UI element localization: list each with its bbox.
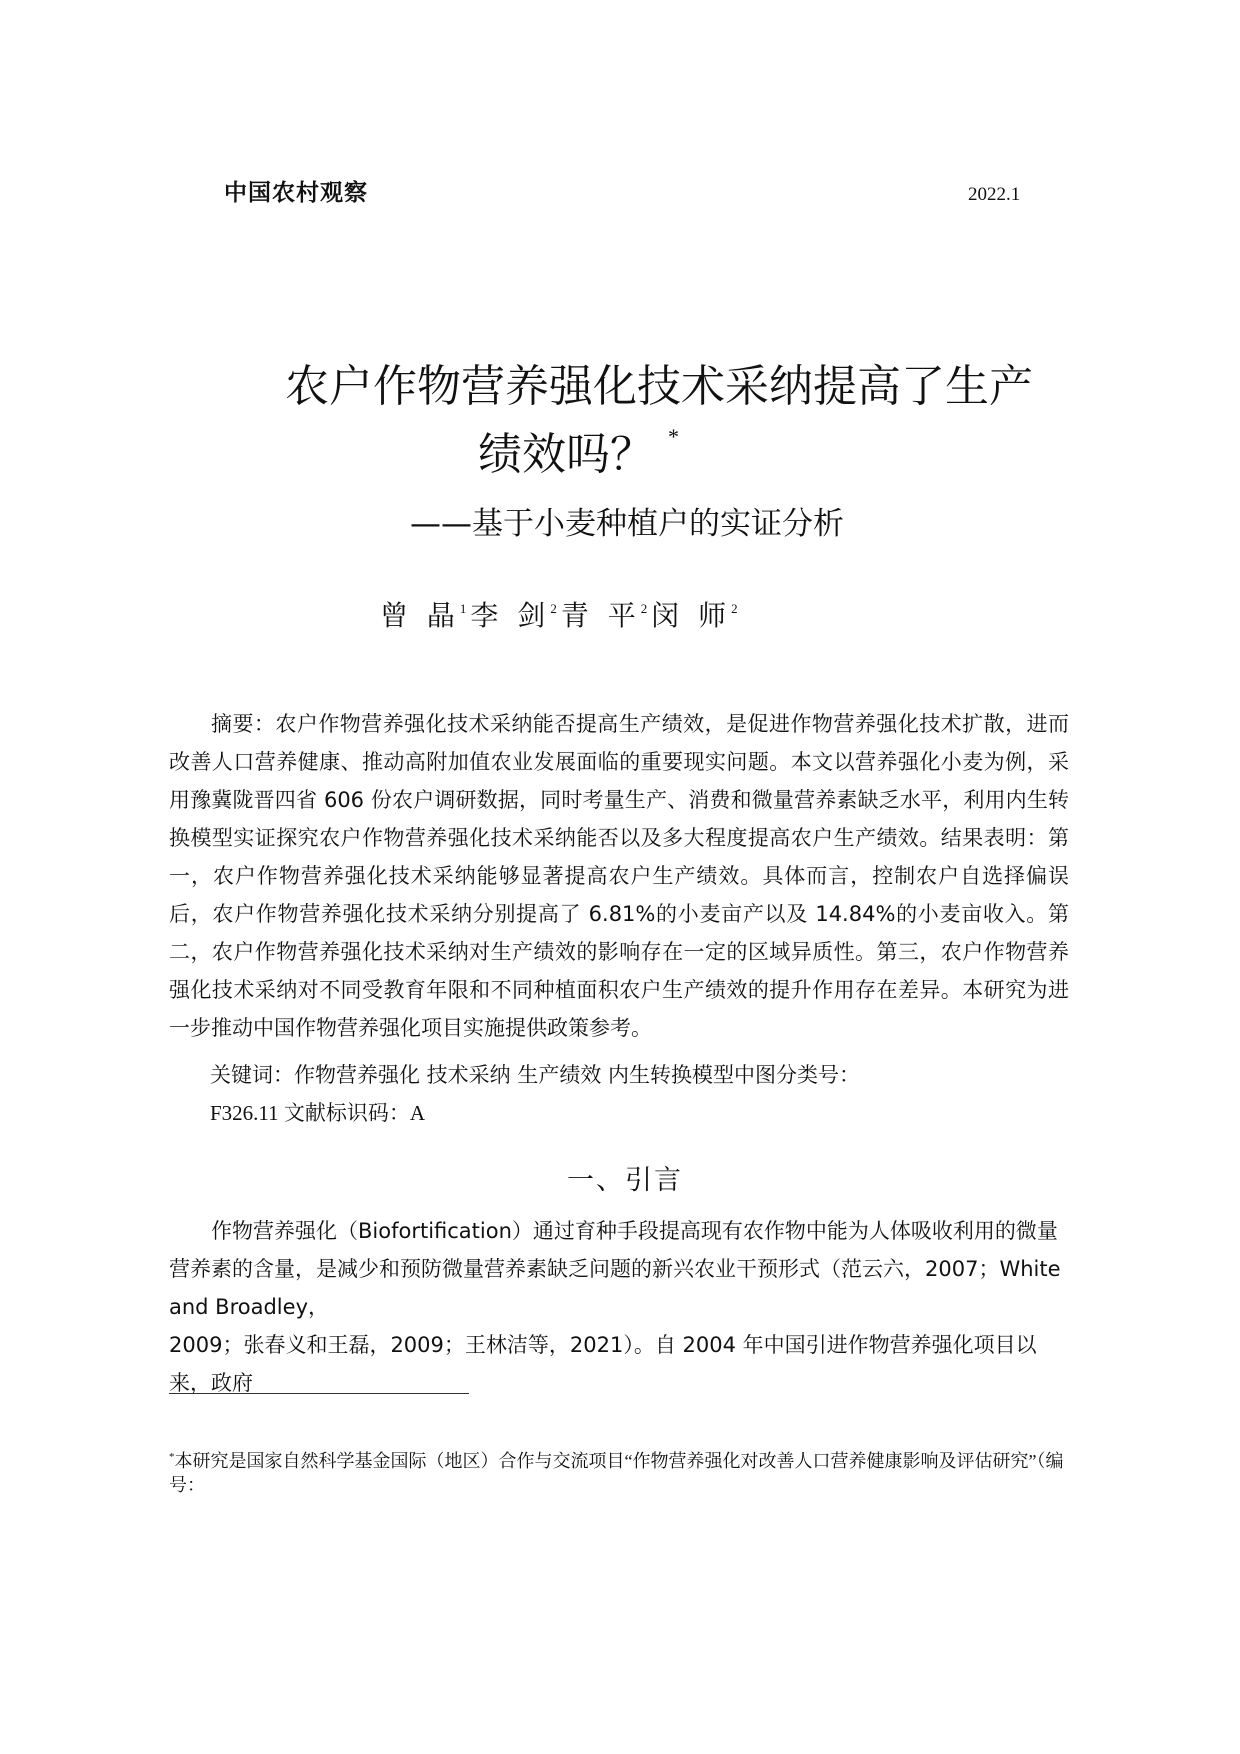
author-affiliation: 2 <box>640 601 648 616</box>
author-affiliation: 1 <box>459 601 467 616</box>
author-name: 闵 师 <box>651 599 732 632</box>
intro-paragraph: 作物营养强化（Biofortification）通过育种手段提高现有农作物中能为人体吸收利用的微量营养素的含量，是减少和预防微量营养素缺乏问题的新兴农业干预形式（范云六，2007；White and Broadley， <box>169 1219 1061 1319</box>
classification-line: F326.11 文献标识码：A <box>210 1101 426 1125</box>
intro-paragraph-continued: 2009；张春义和王磊，2009；王林洁等，2021）。自 2004 年中国引进作物营养强化项目以来，政府 <box>169 1333 1037 1395</box>
footnote-divider <box>169 1393 469 1394</box>
title-line-1: 农户作物营养强化技术采纳提高了生产 <box>285 361 1033 412</box>
keywords-line: 关键词：作物营养强化 技术采纳 生产绩效 内生转换模型中图分类号： <box>210 1063 861 1087</box>
footnote-text: 本研究是国家自然科学基金国际（地区）合作与交流项目“作物营养强化对改善人口营养健康影响及评估研究”（编号： <box>169 1451 1064 1495</box>
footnote-mark: * <box>169 1451 175 1463</box>
footnote <box>169 1445 1069 1497</box>
abstract <box>169 705 1069 1047</box>
journal-name: 中国农村观察 <box>224 180 368 206</box>
author-name: 曾 晶 <box>380 599 460 632</box>
author-affiliation: 2 <box>731 601 738 616</box>
introduction <box>169 1212 1069 1402</box>
subtitle: ——基于小麦种植户的实证分析 <box>410 506 844 542</box>
abstract-label: 摘要： <box>211 712 276 736</box>
abstract-text: 农户作物营养强化技术采纳能否提高生产绩效，是促进作物营养强化技术扩散，进而改善人口营养健康、推动高附加值农业发展面临的重要现实问题。本文以营养强化小麦为例，采用豫冀陇晋四省 606 份农户调研数据，同时考量生产、消费和微量营养素缺乏水平，利用内生转换模型实证探究农户作物营养强化技术采纳能否以及多大程度提高农户生产绩效。结果表明：第一，农户作物营养强化技术采纳能够显著提高农户生产绩效。具体而言，控制农户自选择偏误后，农户作物营养强化技术采纳分别提高了 6.81%的小麦亩产以及 14.84%的小麦亩收入。第二，农户作物营养强化技术采纳对生产绩效的影响存在一定的区域异质性。第三，农户作物营养强化技术采纳对不同受教育年限和不同种植面积农户生产绩效的提升作用存在差异。本研究为进一步推动中国作物营养强化项目实施提供政策参考。 <box>169 712 1070 1040</box>
author-name: 李 剑 <box>470 599 551 632</box>
title-line-2-text: 绩效吗？ <box>478 429 654 480</box>
title-line-2 <box>478 418 679 482</box>
title-footnote-mark: * <box>668 424 679 449</box>
author-affiliation: 2 <box>550 601 557 616</box>
issue-number: 2022.1 <box>968 184 1021 205</box>
author-list <box>380 594 742 634</box>
author-name: 青 平 <box>560 599 641 632</box>
section-heading: 一、引言 <box>567 1165 683 1196</box>
